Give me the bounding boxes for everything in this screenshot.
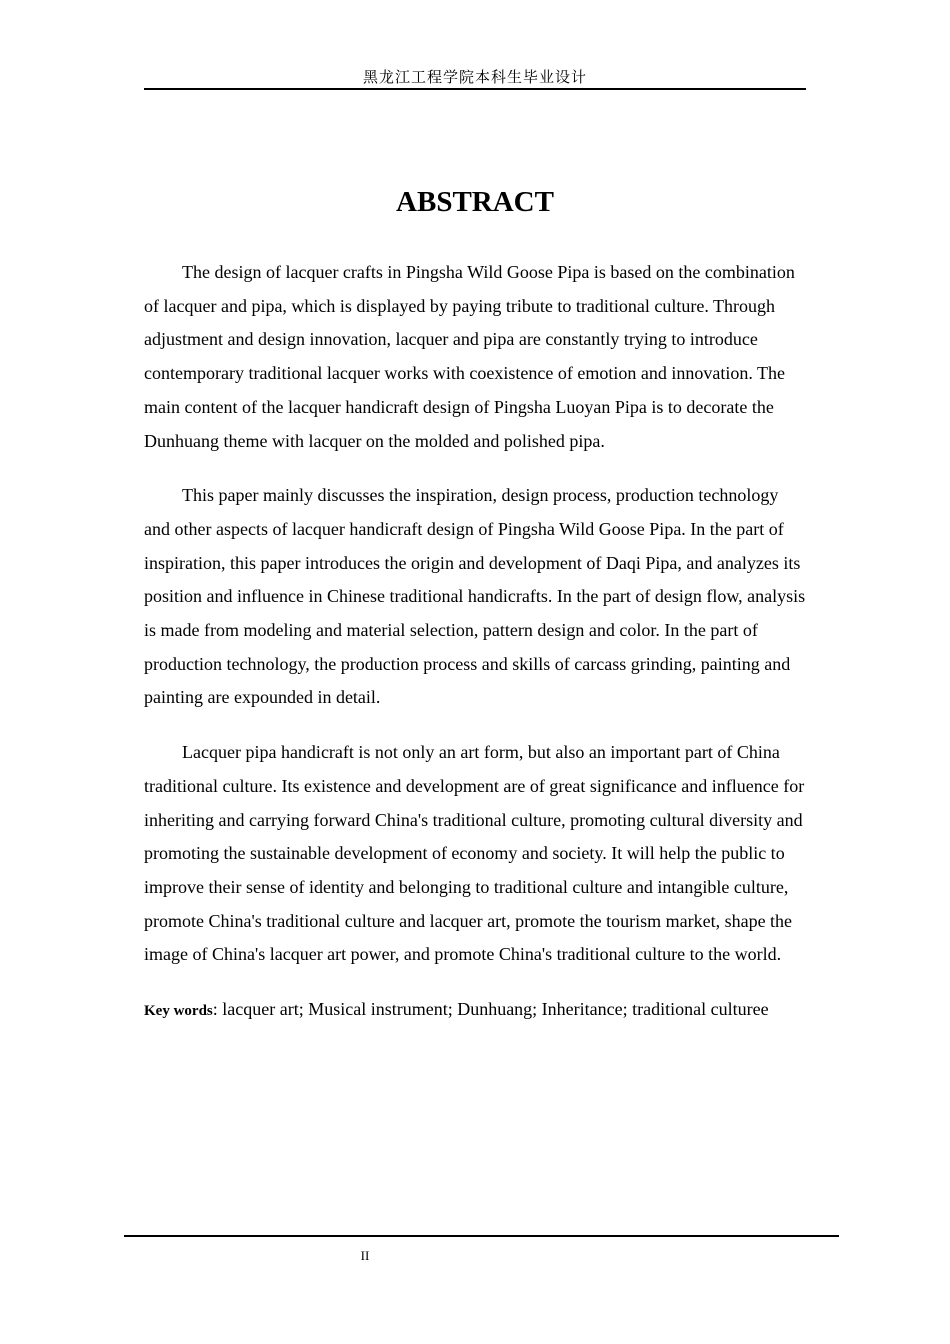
- abstract-paragraph-2: This paper mainly discusses the inspiration, design process, production technology and other aspects of lacquer handicraft design of Pingsha Wild Goose Pipa. In the part of inspiration, this paper introduces the origin and development of Daqi Pipa, and analyzes its position and influence in Chinese traditional handicrafts. In the part of design flow, analysis is made from modeling and material selection, pattern design and color. In the part of production technology, the production process and skills of carcass grinding, painting and painting are expounded in detail.: [144, 485, 806, 708]
- keywords-separator: :: [212, 999, 218, 1020]
- abstract-paragraph-1: The design of lacquer crafts in Pingsha Wild Goose Pipa is based on the combination of lacquer and pipa, which is displayed by paying tribute to traditional culture. Through adjustment and design innovation, lacquer and pipa are constantly trying to introduce contemporary traditional lacquer works with coexistence of emotion and innovation. The main content of the lacquer handicraft design of Pingsha Luoyan Pipa is to decorate the Dunhuang theme with lacquer on the molded and polished pipa.: [144, 262, 795, 451]
- page-number: II: [360, 1248, 370, 1263]
- header-rule: [144, 88, 806, 90]
- running-header: 黑龙江工程学院本科生毕业设计: [362, 68, 587, 86]
- abstract-paragraph-3: Lacquer pipa handicraft is not only an art form, but also an important part of China traditional culture. Its existence and development are of great significance and influence for inheriting and carrying forward China's traditional culture, promoting cultural diversity and promoting the sustainable development of economy and society. It will help the public to improve their sense of identity and belonging to traditional culture and intangible culture, promote China's traditional culture and lacquer art, promote the tourism market, shape the image of China's lacquer art power, and promote China's traditional culture to the world.: [144, 742, 805, 965]
- keywords-line: [144, 993, 806, 1029]
- abstract-heading: ABSTRACT: [396, 186, 554, 218]
- abstract-body: [144, 256, 806, 1029]
- keywords-label: Key words: [144, 1003, 213, 1020]
- footer-rule: [124, 1235, 839, 1237]
- keywords-text: lacquer art; Musical instrument; Dunhuang; Inheritance; traditional culturee: [222, 999, 769, 1020]
